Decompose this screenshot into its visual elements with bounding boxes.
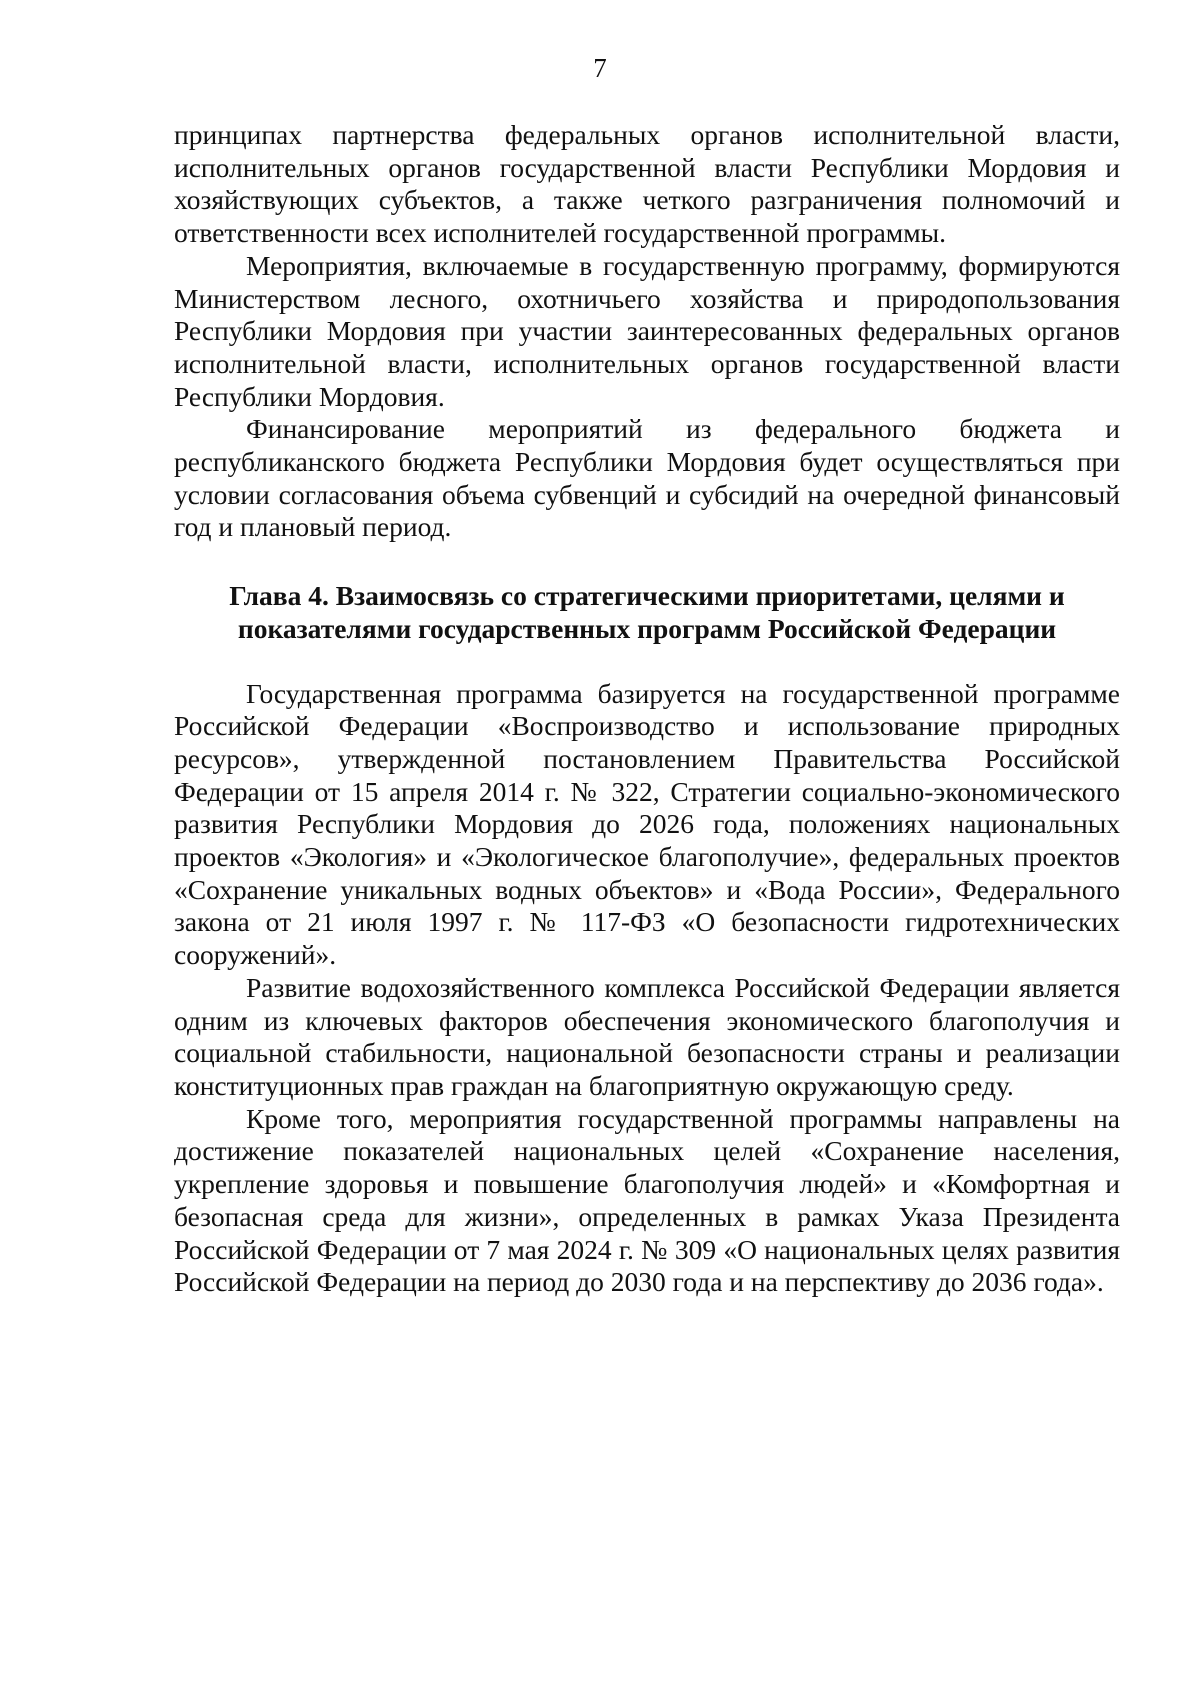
paragraph-measures-formation: Мероприятия, включаемые в государственную программу, формируются Министерством лесного, охотничьего хозяйства и природопользования Республики Мордовия при участии заинтересованных федеральных органов исполнительной власти, исполнительных органов государственной власти Республики Мордовия.: [174, 249, 1120, 412]
paragraph-water-complex-development: Развитие водохозяйственного комплекса Российской Федерации является одним из ключевых факторов обеспечения экономического благополучия и социальной стабильности, национальной безопасности страны и реализации конституционных прав граждан на благоприятную окружающую среду.: [174, 971, 1120, 1101]
paragraph-national-goals: Кроме того, мероприятия государственной программы направлены на достижение показателей национальных целей «Сохранение населения, укрепление здоровья и повышение благополучия людей» и «Комфортная и безопасная среда для жизни», определенных в рамках Указа Президента Российской Федерации от 7 мая 2024 г. № 309 «О национальных целях развития Российской Федерации на период до 2030 года и на перспективу до 2036 года».: [174, 1102, 1120, 1298]
paragraph-financing: Финансирование мероприятий из федерального бюджета и республиканского бюджета Республики Мордовия будет осуществляться при условии согласования объема субвенций и субсидий на очередной финансовый год и плановый период.: [174, 413, 1120, 543]
chapter-heading: Глава 4. Взаимосвязь со стратегическими приоритетами, целями и показателями государственных программ Российской Федерации: [229, 580, 1065, 644]
paragraph-partnership-principles: принципах партнерства федеральных органов исполнительной власти, исполнительных органов государственной власти Республики Мордовия и хозяйствующих субъектов, а также четкого разграничения полномочий и ответственности всех исполнителей государственной программы.: [174, 119, 1120, 249]
document-body: [174, 119, 1120, 1299]
page-number: 7: [593, 53, 607, 83]
paragraph-program-basis: Государственная программа базируется на государственной программе Российской Федерации «Воспроизводство и использование природных ресурсов», утвержденной постановлением Правительства Российской Федерации от 15 апреля 2014 г. № 322, Стратегии социально-экономического развития Республики Мордовия до 2026 года, положениях национальных проектов «Экология» и «Экологическое благополучие», федеральных проектов «Сохранение уникальных водных объектов» и «Вода России», Федерального закона от 21 июля 1997 г. № 117-ФЗ «О безопасности гидротехнических сооружений».: [174, 677, 1120, 971]
